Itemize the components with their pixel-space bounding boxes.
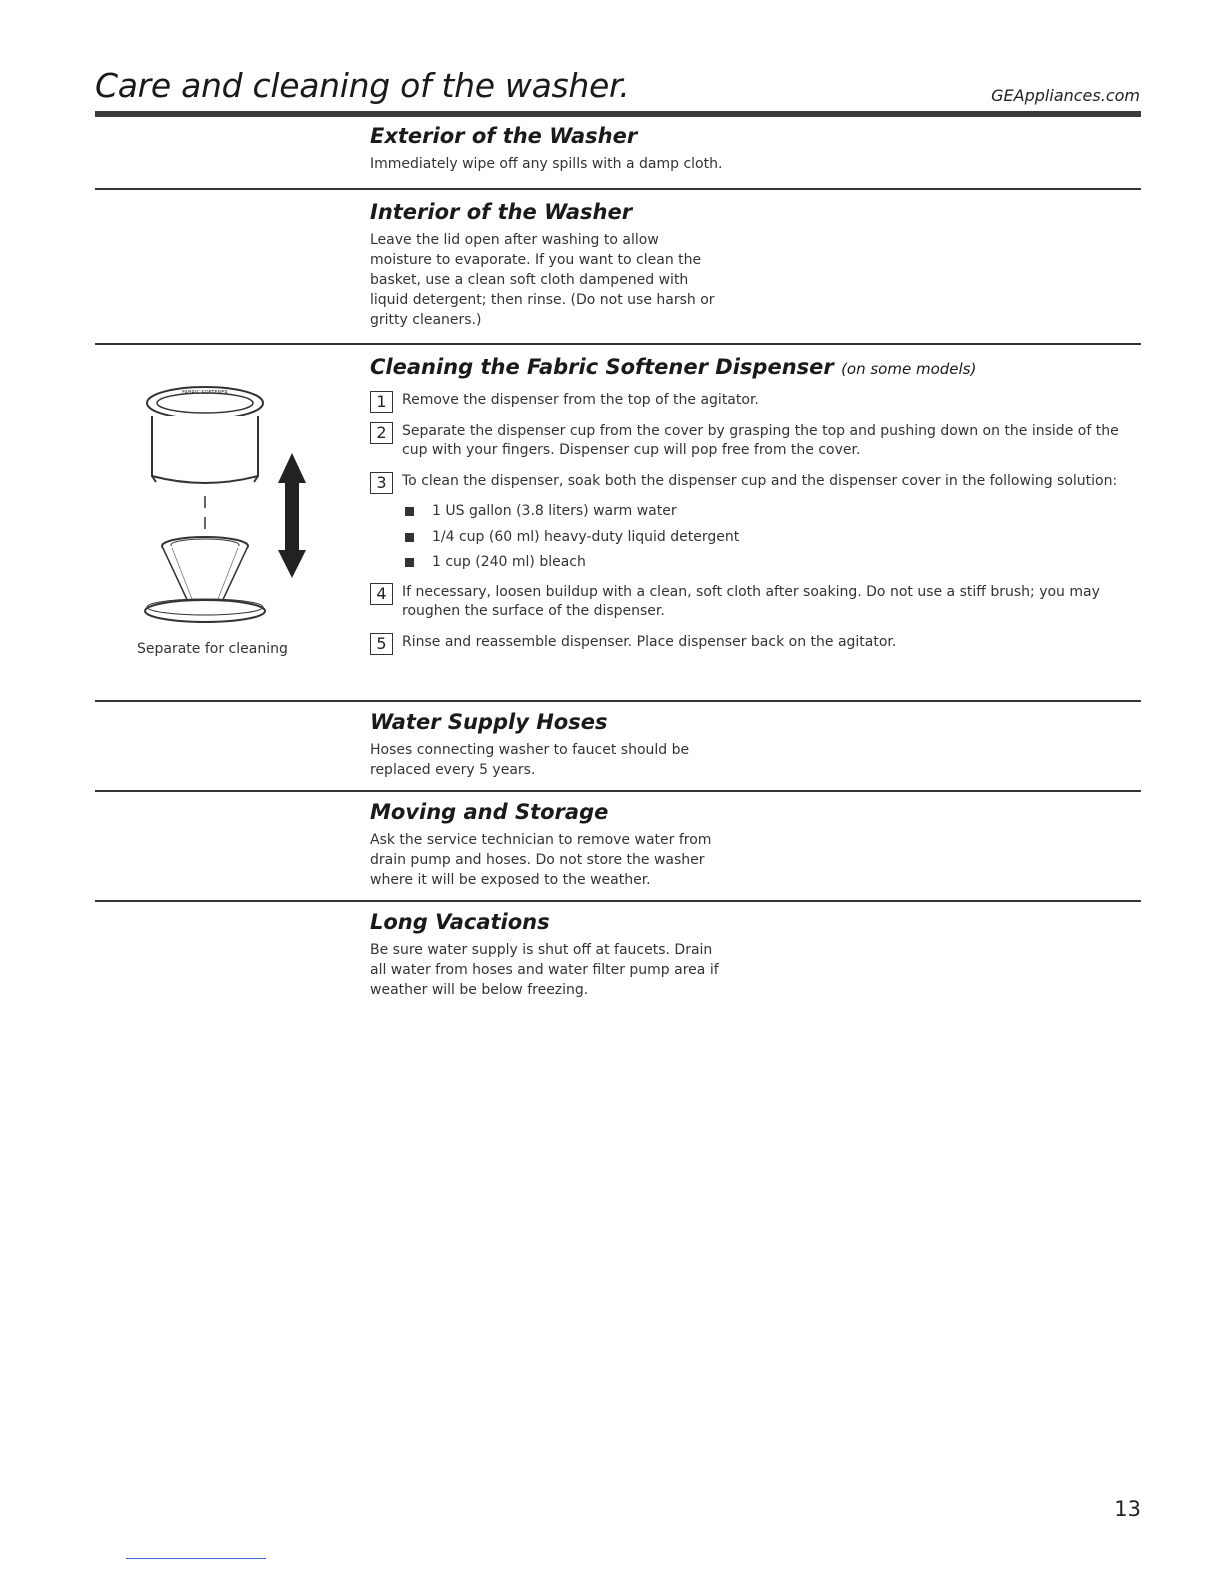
- steps-list: [370, 391, 1130, 652]
- section-exterior: [370, 122, 1130, 174]
- solution-item-text: 1 US gallon (3.8 liters) warm water: [432, 503, 677, 519]
- section-body: Ask the service technician to remove water from drain pump and hoses. Do not store the washer where it will be exposed to the weather.: [370, 832, 712, 888]
- step-3: [370, 472, 1130, 492]
- step-text: Remove the dispenser from the top of the agitator.: [402, 392, 759, 408]
- section-softener: [370, 353, 1130, 663]
- section-vacations: [370, 908, 1130, 1000]
- section-divider: [95, 790, 1141, 792]
- section-heading: Moving and Storage: [370, 800, 609, 824]
- page-number: 13: [1114, 1497, 1141, 1521]
- illustration-caption: Separate for cleaning: [137, 641, 288, 657]
- step-text: Rinse and reassemble dispenser. Place dispenser back on the agitator.: [402, 633, 897, 650]
- solution-item-text: 1/4 cup (60 ml) heavy-duty liquid detergent: [432, 528, 740, 545]
- solution-item-text: 1 cup (240 ml) bleach: [432, 554, 586, 570]
- section-heading: Long Vacations: [370, 910, 550, 934]
- section-heading: [370, 353, 1130, 383]
- section-divider: [95, 188, 1141, 190]
- solution-item: [402, 502, 1130, 522]
- square-bullet-icon: [405, 507, 414, 516]
- step-1: [370, 391, 1130, 411]
- link-underline: [126, 1558, 266, 1559]
- step-number-box: 2: [370, 422, 393, 444]
- step-text: To clean the dispenser, soak both the dispenser cup and the dispenser cover in the following solution:: [402, 472, 1118, 489]
- section-divider: [95, 700, 1141, 702]
- dispenser-illustration: [130, 378, 320, 628]
- square-bullet-icon: [405, 533, 414, 542]
- section-body: Immediately wipe off any spills with a damp cloth.: [370, 156, 723, 172]
- step-5: [370, 633, 1130, 653]
- section-body: Be sure water supply is shut off at faucets. Drain all water from hoses and water filter pump area if weather will be below freezing.: [370, 942, 719, 998]
- step-number-box: 1: [370, 391, 393, 413]
- cover-label: FABRIC SOFTENER: [182, 390, 228, 396]
- title-rule: [95, 111, 1141, 117]
- step-text: Separate the dispenser cup from the cover by grasping the top and pushing down on the inside of the cup with your fingers. Dispenser cup will pop free from the cover.: [402, 422, 1119, 458]
- solution-item: [402, 553, 1130, 573]
- section-heading: Exterior of the Washer: [370, 124, 638, 148]
- section-moving: [370, 798, 1130, 890]
- square-bullet-icon: [405, 558, 414, 567]
- step-number-box: 4: [370, 583, 393, 605]
- section-interior: [370, 198, 1130, 330]
- section-body: Leave the lid open after washing to allow moisture to evaporate. If you want to clean the basket, use a clean soft cloth dampened with liquid detergent; then rinse. (Do not use harsh or gritty cleaners.): [370, 232, 715, 328]
- section-heading: Water Supply Hoses: [370, 710, 608, 734]
- section-hoses: [370, 708, 1130, 780]
- section-divider: [95, 343, 1141, 345]
- section-heading-suffix: (on some models): [841, 360, 977, 378]
- step-text: If necessary, loosen buildup with a clean, soft cloth after soaking. Do not use a stiff brush; you may roughen the surface of the dispenser.: [402, 583, 1100, 619]
- section-body: Hoses connecting washer to faucet should be replaced every 5 years.: [370, 742, 690, 778]
- site-url[interactable]: GEAppliances.com: [991, 86, 1140, 105]
- solution-item: [402, 528, 1130, 548]
- section-heading-text: Cleaning the Fabric Softener Dispenser: [370, 355, 834, 379]
- separate-arrow-icon: [278, 453, 306, 578]
- step-2: [370, 422, 1130, 461]
- page-title: Care and cleaning of the washer.: [95, 66, 630, 105]
- step-number-box: 5: [370, 633, 393, 655]
- step-number-box: 3: [370, 472, 393, 494]
- section-heading: Interior of the Washer: [370, 200, 633, 224]
- solution-list: [402, 502, 1130, 573]
- section-divider: [95, 900, 1141, 902]
- step-4: [370, 583, 1130, 622]
